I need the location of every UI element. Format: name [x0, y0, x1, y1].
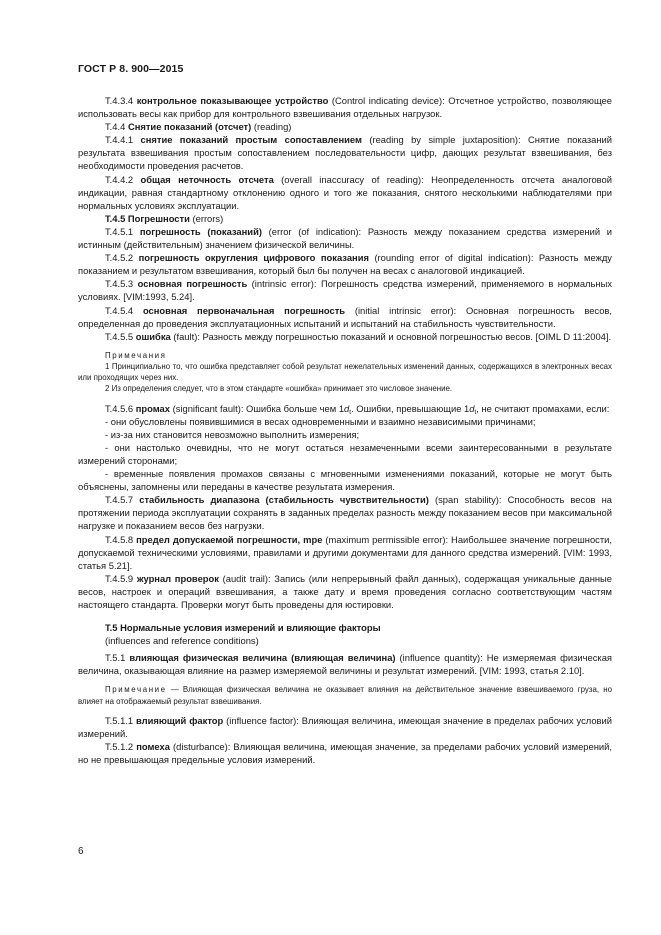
document-header: ГОСТ Р 8. 900—2015 [78, 63, 184, 75]
paragraph-t441: Т.4.4.1 снятие показаний простым сопоставлением (reading by simple juxtaposition): Снятие показаний результата взвешивания простым сопоставлением последовательности цифр, дающих результат взвешивания, без необходимости проведения расчетов. [78, 134, 613, 172]
section-heading-t5-english: (influences and reference conditions) [105, 635, 259, 647]
paragraph-t44: Т.4.4 Снятие показаний (отсчет) (reading) [105, 121, 292, 133]
paragraph-t452: Т.4.5.2 погрешность округления цифрового показания (rounding error of digital indication): Разность между показанием и результатом взвешивания, который был бы получен на весах с аналоговой индикацией. [78, 252, 612, 277]
notes-title: Примечания [105, 350, 167, 360]
paragraph-t458: Т.4.5.8 предел допускаемой погрешности, mpe (maximum permissible error): Наибольшее значение погрешности, допускаемой техническими условиями, правилами и другими документами для данного средства измерений. [VIM: 1993, статья 5.21]. [78, 533, 613, 571]
note-1: 1 Принципиально то, что ошибка представляет собой результат нежелательных изменений данных, содержащихся в электронных весах или проходящих через них. [78, 361, 612, 383]
list-item-4: - временные появления промахов связаны с мгновенными изменениями показаний, которые не могут быть объяснены, запомнены или переданы в качестве результата измерения. [78, 468, 612, 493]
paragraph-t442: Т.4.4.2 общая неточность отсчета (overall inaccuracy of reading): Неопределенность отсчета аналоговой индикации, равная стандартному отклонению одного и того же показания, снятого несколькими наблюдателями при нормальных условиях эксплуатации. [78, 173, 612, 211]
paragraph-t512: Т.5.1.2 помеха (disturbance): Влияющая величина, имеющая значение, за пределами рабочих условий измерений, но не превышающая предельные условия измерений. [78, 741, 612, 766]
note-inline: Примечание — Влияющая физическая величина не оказывает влияния на действительное значение взвешиваемого груза, но влияет на отображаемый результат взвешивания. [78, 685, 612, 706]
page-number: 6 [78, 846, 84, 857]
paragraph-t511: Т.5.1.1 влияющий фактор (influence factor): Влияющая величина, имеющая значение в пределах рабочих условий измерений. [78, 714, 612, 739]
list-item-1: - они обусловлены появившимися в весах одновременными и взаимно независимыми причинами; [105, 415, 536, 427]
paragraph-t457: Т.4.5.7 стабильность диапазона (стабильность чувствительности) (span stability): Способность весов на протяжении периода эксплуатации сохранять в заданных пределах разность между показанием весов при максимальной нагрузке и показанием весов без нагрузки. [78, 494, 613, 532]
document-body [78, 94, 612, 766]
paragraph-t456: Т.4.5.6 промах (significant fault): Ошибка больше чем $1d_t$. Ошибки, превышающие $1d_t$, не считают промахами, если: [105, 402, 610, 416]
paragraph-t453: Т.4.5.3 основная погрешность (intrinsic error): Погрешность средства измерений, применяемого в нормальных условиях. [VIM:1993, 5.24]. [78, 278, 613, 303]
paragraph-t454: Т.4.5.4 основная первоначальная погрешность (initial intrinsic error): Основная погрешность весов, определенная до проведения эксплуатационных испытаний и испытаний на стабильность чувствительности. [78, 304, 613, 329]
note-2: 2 Из определения следует, что в этом стандарте «ошибка» принимает это числовое значение. [105, 384, 453, 394]
paragraph-t455: Т.4.5.5 ошибка (fault): Разность между погрешностью показаний и основной погрешностью весов. [OIML D 11:2004]. [105, 330, 612, 342]
list-item-2: - из-за них становится невозможно выполнить измерения; [105, 428, 360, 440]
section-heading-t45: Т.4.5 Погрешности (errors) [105, 212, 224, 224]
section-heading-t5: Т.5 Нормальные условия измерений и влияющие факторы [105, 622, 381, 634]
list-item-3: - они настолько очевидны, что не могут остаться незамеченными всеми заинтересованными в результате измерений сторонами; [78, 441, 612, 466]
paragraph-t459: Т.4.5.9 журнал проверок (audit trail): Запись (или непрерывный файл данных), содержащая уникальные данные весов, настроек и операций взвешивания, а также дату и время проведения согласно соответствующим частям настоящего стандарта. Проверки могут быть проведены для юстировки. [78, 572, 612, 610]
paragraph-t434: Т.4.3.4 контрольное показывающее устройство (Control indicating device): Отсчетное устройство, позволяющее использовать весы как прибор для контрольного взвешивания отдельных нагрузок. [78, 95, 612, 120]
paragraph-t51: Т.5.1 влияющая физическая величина (влияющая величина) (influence quantity): Не измеряемая физическая величина, оказывающая влияние на размер измеряемой величины и результат измерений. [VIM: 1993, статья 2.10]. [78, 652, 612, 677]
paragraph-t451: Т.4.5.1 погрешность (показаний) (error (of indication): Разность между показанием средства измерений и истинным (действительным) значением физической величины. [78, 225, 612, 251]
